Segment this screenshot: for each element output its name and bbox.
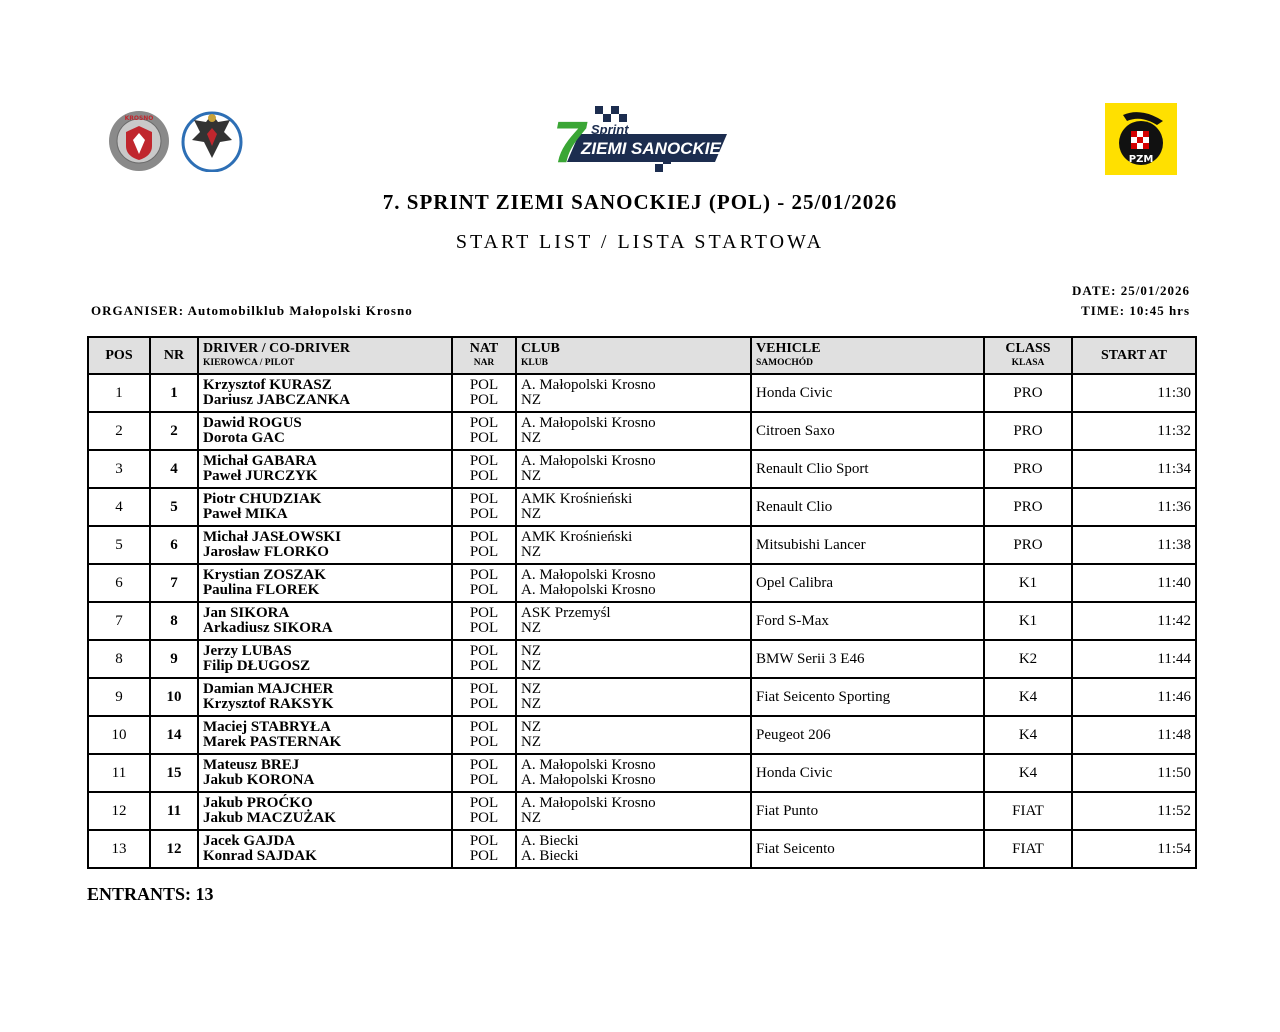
table-row: [88, 564, 1196, 602]
crew-cell: [198, 754, 452, 792]
vehicle-cell: Opel Calibra: [751, 564, 984, 602]
nat-cell: [452, 526, 516, 564]
pos-cell: 8: [88, 640, 150, 678]
class-cell: PRO: [984, 450, 1072, 488]
codriver-club: NZ: [521, 392, 541, 408]
club-cell: [516, 412, 751, 450]
pos-cell: 4: [88, 488, 150, 526]
malopolski-eagle-logo: [180, 106, 244, 172]
pos-cell: 5: [88, 526, 150, 564]
codriver-club: A. Małopolski Krosno: [521, 772, 656, 788]
nat-cell: [452, 640, 516, 678]
crew-cell: [198, 830, 452, 868]
driver-nat: POL: [469, 795, 499, 811]
driver-name: Michał GABARA: [203, 453, 317, 469]
class-cell: PRO: [984, 488, 1072, 526]
driver-nat: POL: [469, 567, 499, 583]
start-time-cell: 11:46: [1072, 678, 1196, 716]
crew-cell: [198, 602, 452, 640]
nr-cell: 9: [150, 640, 198, 678]
table-row: [88, 754, 1196, 792]
table-row: [88, 374, 1196, 412]
vehicle-cell: Honda Civic: [751, 754, 984, 792]
nr-cell: 6: [150, 526, 198, 564]
driver-name: Michał JASŁOWSKI: [203, 529, 341, 545]
col-club-header: CLUB KLUB: [516, 337, 751, 374]
start-time-cell: 11:32: [1072, 412, 1196, 450]
nat-cell: [452, 830, 516, 868]
nr-cell: 12: [150, 830, 198, 868]
club-cell: [516, 830, 751, 868]
vehicle-cell: Fiat Seicento: [751, 830, 984, 868]
nr-cell: 8: [150, 602, 198, 640]
driver-nat: POL: [469, 529, 499, 545]
codriver-club: NZ: [521, 544, 541, 560]
driver-club: A. Biecki: [521, 833, 579, 849]
crew-cell: [198, 526, 452, 564]
col-vehicle-header: VEHICLE SAMOCHÓD: [751, 337, 984, 374]
crew-cell: [198, 716, 452, 754]
codriver-nat: POL: [469, 734, 499, 750]
club-cell: [516, 640, 751, 678]
start-time-cell: 11:34: [1072, 450, 1196, 488]
time-line: TIME: 10:45 hrs: [1081, 303, 1190, 318]
crew-cell: [198, 640, 452, 678]
start-time-cell: 11:54: [1072, 830, 1196, 868]
nr-cell: 10: [150, 678, 198, 716]
start-time-cell: 11:44: [1072, 640, 1196, 678]
class-cell: K4: [984, 678, 1072, 716]
class-cell: K4: [984, 716, 1072, 754]
sprint-name: ZIEMI SANOCKIEJ: [581, 139, 729, 158]
sprint-label: Sprint: [591, 122, 629, 137]
vehicle-cell: Fiat Seicento Sporting: [751, 678, 984, 716]
codriver-name: Jakub KORONA: [203, 772, 315, 788]
date-line: DATE: 25/01/2026: [1072, 283, 1190, 298]
codriver-name: Arkadiusz SIKORA: [203, 620, 333, 636]
driver-club: A. Małopolski Krosno: [521, 757, 656, 773]
driver-nat: POL: [469, 491, 499, 507]
class-cell: K1: [984, 602, 1072, 640]
vehicle-cell: Mitsubishi Lancer: [751, 526, 984, 564]
start-time-cell: 11:42: [1072, 602, 1196, 640]
table-row: [88, 792, 1196, 830]
codriver-name: Jarosław FLORKO: [203, 544, 329, 560]
driver-name: Jakub PROĆKO: [203, 795, 313, 811]
driver-club: A. Małopolski Krosno: [521, 795, 656, 811]
table-row: [88, 830, 1196, 868]
club-cell: [516, 792, 751, 830]
vehicle-cell: Citroen Saxo: [751, 412, 984, 450]
entrants-count: ENTRANTS: 13: [87, 884, 214, 904]
driver-name: Piotr CHUDZIAK: [203, 491, 322, 507]
driver-club: A. Małopolski Krosno: [521, 567, 656, 583]
start-time-cell: 11:48: [1072, 716, 1196, 754]
driver-nat: POL: [469, 415, 499, 431]
codriver-club: NZ: [521, 506, 541, 522]
nr-cell: 5: [150, 488, 198, 526]
vehicle-cell: Renault Clio Sport: [751, 450, 984, 488]
driver-name: Jerzy LUBAS: [203, 643, 292, 659]
club-cell: [516, 716, 751, 754]
club-cell: [516, 526, 751, 564]
crew-cell: [198, 412, 452, 450]
pos-cell: 6: [88, 564, 150, 602]
codriver-name: Krzysztof RAKSYK: [203, 696, 334, 712]
start-time-cell: 11:40: [1072, 564, 1196, 602]
driver-nat: POL: [469, 833, 499, 849]
col-nr-header: NR: [150, 337, 198, 374]
codriver-name: Jakub MACZUŻAK: [203, 810, 336, 826]
driver-club: A. Małopolski Krosno: [521, 453, 656, 469]
event-title: 7. SPRINT ZIEMI SANOCKIEJ (POL) - 25/01/2026: [382, 190, 898, 214]
table-row: [88, 716, 1196, 754]
codriver-name: Paweł JURCZYK: [203, 468, 318, 484]
class-cell: K4: [984, 754, 1072, 792]
pos-cell: 11: [88, 754, 150, 792]
codriver-name: Konrad SAJDAK: [203, 848, 317, 864]
codriver-name: Paulina FLOREK: [203, 582, 320, 598]
driver-club: AMK Krośnieński: [521, 529, 633, 545]
class-cell: FIAT: [984, 792, 1072, 830]
driver-name: Mateusz BREJ: [203, 757, 300, 773]
table-header-row: [88, 337, 1196, 374]
codriver-nat: POL: [469, 658, 499, 674]
class-cell: PRO: [984, 412, 1072, 450]
codriver-nat: POL: [469, 810, 499, 826]
nat-cell: [452, 602, 516, 640]
club-cell: [516, 374, 751, 412]
nat-cell: [452, 716, 516, 754]
codriver-nat: POL: [469, 430, 499, 446]
table-row: [88, 640, 1196, 678]
pos-cell: 1: [88, 374, 150, 412]
col-nat-header: NAT NAR: [452, 337, 516, 374]
codriver-name: Dariusz JABCZANKA: [203, 392, 351, 408]
club-cell: [516, 450, 751, 488]
crew-cell: [198, 488, 452, 526]
crew-cell: [198, 792, 452, 830]
krosno-logo-text: KROSNO: [124, 115, 154, 122]
start-time-cell: 11:36: [1072, 488, 1196, 526]
sprint-number: 7: [553, 110, 586, 175]
sprint-ziemi-sanockiej-logo: [545, 104, 729, 176]
crew-cell: [198, 564, 452, 602]
codriver-nat: POL: [469, 544, 499, 560]
codriver-club: NZ: [521, 696, 541, 712]
driver-nat: POL: [469, 643, 499, 659]
codriver-name: Filip DŁUGOSZ: [203, 658, 311, 674]
vehicle-cell: Renault Clio: [751, 488, 984, 526]
krosno-club-logo: [108, 110, 170, 172]
crew-cell: [198, 450, 452, 488]
codriver-club: NZ: [521, 430, 541, 446]
nat-cell: [452, 792, 516, 830]
codriver-club: NZ: [521, 468, 541, 484]
driver-name: Maciej STABRYŁA: [203, 719, 331, 735]
driver-club: NZ: [521, 643, 541, 659]
club-cell: [516, 754, 751, 792]
crew-cell: [198, 678, 452, 716]
table-row: [88, 602, 1196, 640]
class-cell: K2: [984, 640, 1072, 678]
driver-name: Jacek GAJDA: [203, 833, 296, 849]
codriver-nat: POL: [469, 582, 499, 598]
driver-name: Krzysztof KURASZ: [203, 377, 332, 393]
codriver-club: A. Małopolski Krosno: [521, 582, 656, 598]
codriver-club: NZ: [521, 620, 541, 636]
vehicle-cell: Fiat Punto: [751, 792, 984, 830]
document-subtitle: START LIST / LISTA STARTOWA: [455, 231, 825, 253]
club-cell: [516, 488, 751, 526]
vehicle-cell: Peugeot 206: [751, 716, 984, 754]
start-time-cell: 11:30: [1072, 374, 1196, 412]
pos-cell: 2: [88, 412, 150, 450]
nr-cell: 15: [150, 754, 198, 792]
nr-cell: 14: [150, 716, 198, 754]
codriver-name: Dorota GAC: [203, 430, 285, 446]
table-row: [88, 450, 1196, 488]
driver-nat: POL: [469, 757, 499, 773]
driver-club: NZ: [521, 719, 541, 735]
driver-name: Krystian ZOSZAK: [203, 567, 326, 583]
nat-cell: [452, 564, 516, 602]
nr-cell: 11: [150, 792, 198, 830]
nr-cell: 7: [150, 564, 198, 602]
table-row: [88, 488, 1196, 526]
col-start-header: START AT: [1072, 337, 1196, 374]
club-cell: [516, 564, 751, 602]
nr-cell: 2: [150, 412, 198, 450]
driver-nat: POL: [469, 605, 499, 621]
vehicle-cell: Honda Civic: [751, 374, 984, 412]
driver-nat: POL: [469, 377, 499, 393]
organiser-line: ORGANISER: Automobilklub Małopolski Krosno: [91, 303, 413, 318]
codriver-name: Paweł MIKA: [203, 506, 288, 522]
pos-cell: 13: [88, 830, 150, 868]
driver-name: Jan SIKORA: [203, 605, 290, 621]
codriver-club: A. Biecki: [521, 848, 579, 864]
nat-cell: [452, 374, 516, 412]
codriver-nat: POL: [469, 392, 499, 408]
class-cell: FIAT: [984, 830, 1072, 868]
codriver-club: NZ: [521, 658, 541, 674]
codriver-nat: POL: [469, 506, 499, 522]
driver-club: AMK Krośnieński: [521, 491, 633, 507]
codriver-nat: POL: [469, 696, 499, 712]
nat-cell: [452, 488, 516, 526]
nat-cell: [452, 450, 516, 488]
driver-club: ASK Przemyśl: [521, 605, 611, 621]
driver-nat: POL: [469, 681, 499, 697]
crew-cell: [198, 374, 452, 412]
vehicle-cell: BMW Serii 3 E46: [751, 640, 984, 678]
driver-nat: POL: [469, 453, 499, 469]
col-class-header: CLASS KLASA: [984, 337, 1072, 374]
pzm-text: PZM: [1128, 154, 1154, 165]
table-row: [88, 678, 1196, 716]
nat-cell: [452, 754, 516, 792]
driver-name: Dawid ROGUS: [203, 415, 302, 431]
codriver-nat: POL: [469, 620, 499, 636]
codriver-nat: POL: [469, 772, 499, 788]
pos-cell: 9: [88, 678, 150, 716]
class-cell: PRO: [984, 374, 1072, 412]
start-time-cell: 11:38: [1072, 526, 1196, 564]
driver-club: NZ: [521, 681, 541, 697]
codriver-club: NZ: [521, 810, 541, 826]
vehicle-cell: Ford S-Max: [751, 602, 984, 640]
col-driver-header: DRIVER / CO-DRIVER KIEROWCA / PILOT: [198, 337, 452, 374]
start-time-cell: 11:52: [1072, 792, 1196, 830]
driver-name: Damian MAJCHER: [203, 681, 334, 697]
class-cell: K1: [984, 564, 1072, 602]
driver-nat: POL: [469, 719, 499, 735]
driver-club: A. Małopolski Krosno: [521, 415, 656, 431]
pzm-logo: [1105, 103, 1177, 175]
pos-cell: 12: [88, 792, 150, 830]
club-cell: [516, 678, 751, 716]
nr-cell: 4: [150, 450, 198, 488]
start-time-cell: 11:50: [1072, 754, 1196, 792]
codriver-club: NZ: [521, 734, 541, 750]
nat-cell: [452, 678, 516, 716]
start-list-table: [87, 336, 1197, 869]
class-cell: PRO: [984, 526, 1072, 564]
codriver-name: Marek PASTERNAK: [203, 734, 342, 750]
col-pos-header: POS: [88, 337, 150, 374]
pos-cell: 10: [88, 716, 150, 754]
pos-cell: 3: [88, 450, 150, 488]
table-row: [88, 412, 1196, 450]
driver-club: A. Małopolski Krosno: [521, 377, 656, 393]
nat-cell: [452, 412, 516, 450]
codriver-nat: POL: [469, 848, 499, 864]
table-row: [88, 526, 1196, 564]
club-cell: [516, 602, 751, 640]
pos-cell: 7: [88, 602, 150, 640]
codriver-nat: POL: [469, 468, 499, 484]
nr-cell: 1: [150, 374, 198, 412]
